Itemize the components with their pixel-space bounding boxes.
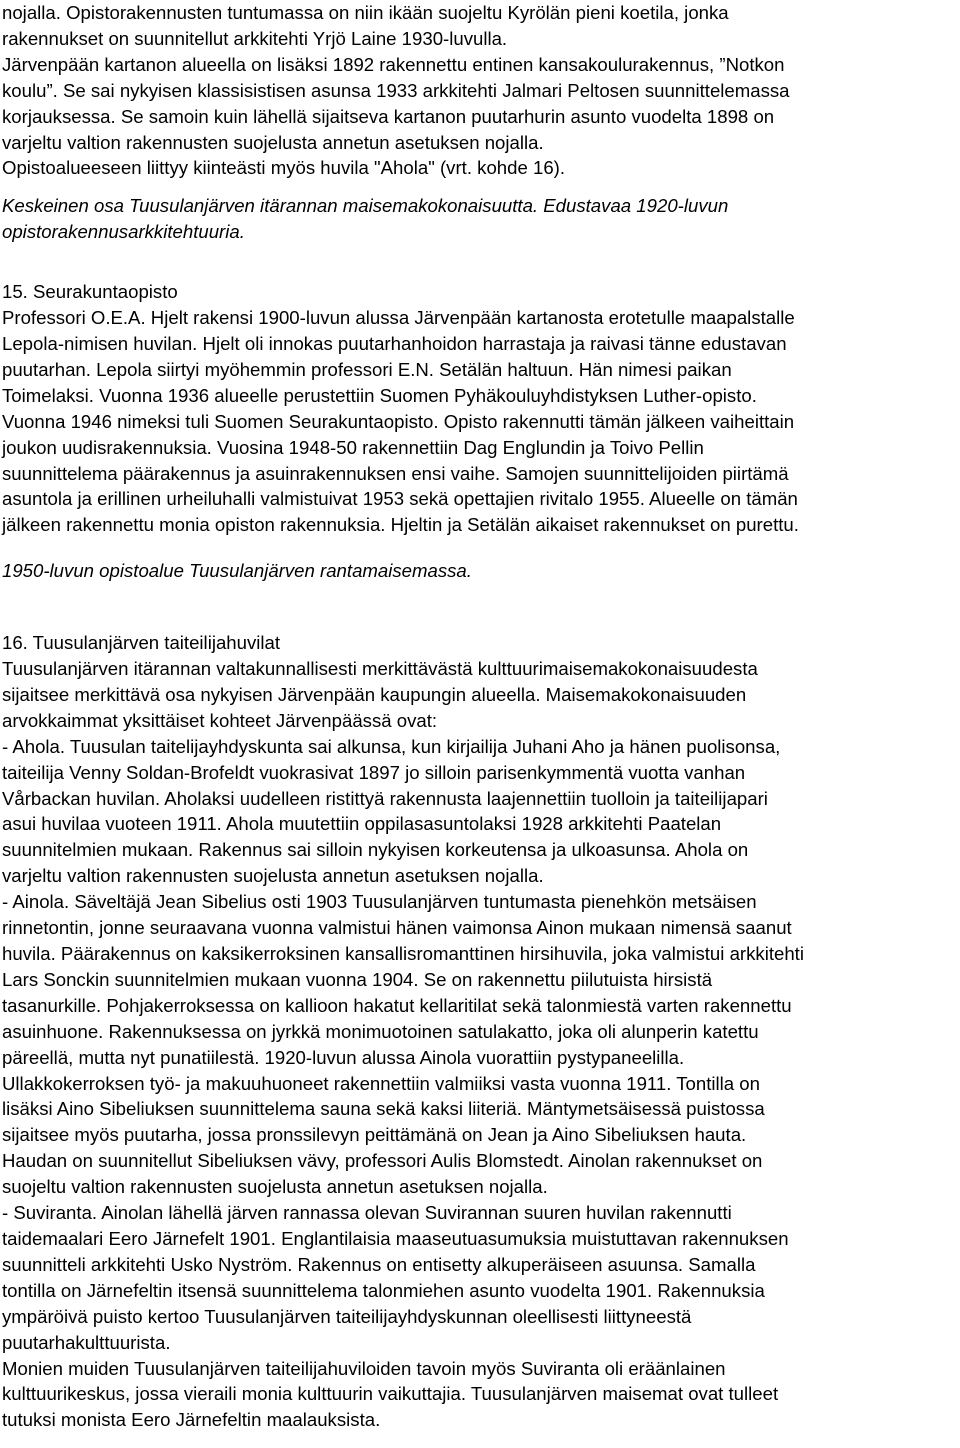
text-line: rinnetontin, jonne seuraavana vuonna valmistui hänen vaimonsa Ainon mukaan nimensä saanut [2,917,792,939]
text-line: nojalla. Opistorakennusten tuntumassa on niin ikään suojeltu Kyrölän pieni koetila, jonka [2,2,729,23]
text-line: Vuonna 1946 nimeksi tuli Suomen Seurakuntaopisto. Opisto rakennutti tämän jälkeen vaiheittain [2,410,795,432]
text-line: koulu”. Se sai nykyisen klassisistisen asunsa 1933 arkkitehti Jalmari Peltosen suunnittelemassa [2,79,790,101]
text-line: Professori O.E.A. Hjelt rakensi 1900-luvun alussa Järvenpään kartanosta erotetulle maapalstalle [2,307,795,329]
text-line: huvila. Päärakennus on kaksikerroksinen kansallisromanttinen hirsihuvila, joka valmistui arkkitehti [2,943,804,964]
section-heading: 15. Seurakuntaopisto [2,281,178,303]
caption-line: opistorakennusarkkitehtuuria. [2,221,245,243]
text-line: varjeltu valtion rakennusten suojelusta annetun asetuksen nojalla. [2,865,544,887]
text-line: puutarhakulttuurista. [2,1331,171,1353]
text-line: Lepola-nimisen huvilan. Hjelt oli innokas puutarhanhoidon harrastaja ja raivasi tänne edustavan [2,332,787,354]
text-line: - Ainola. Säveltäjä Jean Sibelius osti 1903 Tuusulanjärven tuntumasta pienehkön metsäisen [2,891,757,913]
document-page [2,0,960,1433]
text-line: asuinhuone. Rakennuksessa on jyrkkä monimuotoinen satulakatto, joka oli alunperin katettu [2,1020,759,1042]
text-line: tasanurkille. Pohjakerroksessa on kallioon hakatut kellaritilat sekä talonmiestä varten rakennettu [2,994,792,1016]
text-line: suunnitelmien mukaan. Rakennus sai silloin nykyisen korkeutensa ja ulkoasunsa. Ahola on [2,839,749,861]
text-line: varjeltu valtion rakennusten suojelusta annetun asetuksen nojalla. [2,131,544,153]
text-line: Vårbackan huvilan. Aholaksi uudelleen ristittyä rakennusta laajennettiin tuolloin ja taiteilijapari [2,787,768,809]
text-line: tutuksi monista Eero Järnefeltin maalauksista. [2,1409,381,1431]
text-line: asuntola ja erillinen urheiluhalli valmistuivat 1953 sekä opettajien rivitalo 1955. Alueelle on tämän [2,488,798,510]
image-caption [2,558,960,584]
text-line: suojeltu valtion rakennusten suojelusta annetun asetuksen nojalla. [2,1176,548,1198]
text-line: Tuusulanjärven itärannan valtakunnallisesti merkittävästä kulttuurimaisemakokonaisuudesta [2,658,758,680]
text-line: joukon uudisrakennuksia. Vuosina 1948-50 rakennettiin Dag Englundin ja Toivo Pellin [2,436,704,458]
text-line: jälkeen rakennettu monia opiston rakennuksia. Hjeltin ja Setälän aikaiset rakennukset on purettu. [2,514,799,536]
section-16 [2,630,960,1433]
text-line: Opistoalueeseen liittyy kiinteästi myös huvila "Ahola" (vrt. kohde 16). [2,157,566,179]
text-line: rakennukset on suunnitellut arkkitehti Yrjö Laine 1930-luvulla. [2,27,508,49]
text-line: lisäksi Aino Sibeliuksen suunnittelema sauna sekä kaksi liiteriä. Mäntymetsäisessä puistossa [2,1098,765,1120]
text-line: tontilla on Järnefeltin itsensä suunnittelema talonmiehen asunto vuodelta 1901. Rakennuksia [2,1279,765,1301]
text-line: sijaitsee myös puutarha, jossa pronssilevyn peittämänä on Jean ja Aino Sibeliuksen hauta. [2,1124,747,1146]
text-line: ympäröivä puisto kertoo Tuusulanjärven taiteilijayhdyskunnan oleellisesti liittyneestä [2,1305,692,1327]
text-line: taidemaalari Eero Järnefelt 1901. Englantilaisia maaseutuasumuksia muistuttavan rakennuksen [2,1227,789,1249]
text-line: suunnittelema päärakennus ja asuinrakennuksen ensi vaihe. Samojen suunnittelijoiden piirtämä [2,462,789,484]
text-line: puutarhan. Lepola siirtyi myöhemmin professori E.N. Setälän haltuun. Hän nimesi paikan [2,358,732,380]
text-line: suunnitteli arkkitehti Usko Nyström. Rakennus on entisetty alkuperäiseen asuunsa. Samalla [2,1253,756,1275]
text-line: kulttuurikeskus, jossa vieraili monia kulttuurin vaikuttajia. Tuusulanjärven maisemat ovat tulleet [2,1383,779,1405]
intro-paragraph [2,0,960,181]
section-heading: 16. Tuusulanjärven taiteilijahuvilat [2,632,281,654]
text-line: Lars Sonckin suunnitelmien mukaan vuonna 1904. Se on rakennettu piilutuista hirsistä [2,968,713,990]
text-line: Toimelaksi. Vuonna 1936 alueelle perustettiin Suomen Pyhäkouluyhdistyksen Luther-opisto. [2,384,757,406]
text-line: arvokkaimmat yksittäiset kohteet Järvenpäässä ovat: [2,709,438,731]
text-line: Ullakkokerroksen työ- ja makuuhuoneet rakennettiin valmiiksi vasta vuonna 1911. Tontilla on [2,1072,760,1094]
text-line: sijaitsee merkittävä osa nykyisen Järvenpään kaupungin alueella. Maisemakokonaisuuden [2,683,747,705]
section-15 [2,279,960,538]
text-line: Monien muiden Tuusulanjärven taiteilijahuviloiden tavoin myös Suviranta oli eräänlainen [2,1357,726,1379]
caption-line: Keskeinen osa Tuusulanjärven itärannan maisemakokonaisuutta. Edustavaa 1920-luvun [2,195,729,217]
text-line: asui huvilaa vuoteen 1911. Ahola muutettiin oppilasasuntolaksi 1928 arkkitehti Paatelan [2,813,722,835]
text-line: - Suviranta. Ainolan lähellä järven rannassa olevan Suvirannan suuren huvilan rakennutti [2,1202,732,1224]
text-line: Haudan on suunnitellut Sibeliuksen vävy, professori Aulis Blomstedt. Ainolan rakennukset on [2,1150,763,1172]
image-caption [2,193,960,245]
text-line: taiteilija Venny Soldan-Brofeldt vuokrasivat 1897 jo silloin parisenkymmentä vuotta vanhan [2,761,746,783]
caption-line: 1950-luvun opistoalue Tuusulanjärven rantamaisemassa. [2,560,472,582]
text-line: Järvenpään kartanon alueella on lisäksi 1892 rakennettu entinen kansakoulurakennus, ”Notkon [2,53,785,75]
text-line: korjauksessa. Se samoin kuin lähellä sijaitseva kartanon puutarhurin asunto vuodelta 1898 on [2,105,775,127]
text-line: päreellä, mutta nyt punatiilestä. 1920-luvun alussa Ainola vuorattiin pystypaneelilla. [2,1046,685,1068]
text-line: - Ahola. Tuusulan taitelijayhdyskunta sai alkunsa, kun kirjailija Juhani Aho ja hänen puolisonsa, [2,735,781,757]
